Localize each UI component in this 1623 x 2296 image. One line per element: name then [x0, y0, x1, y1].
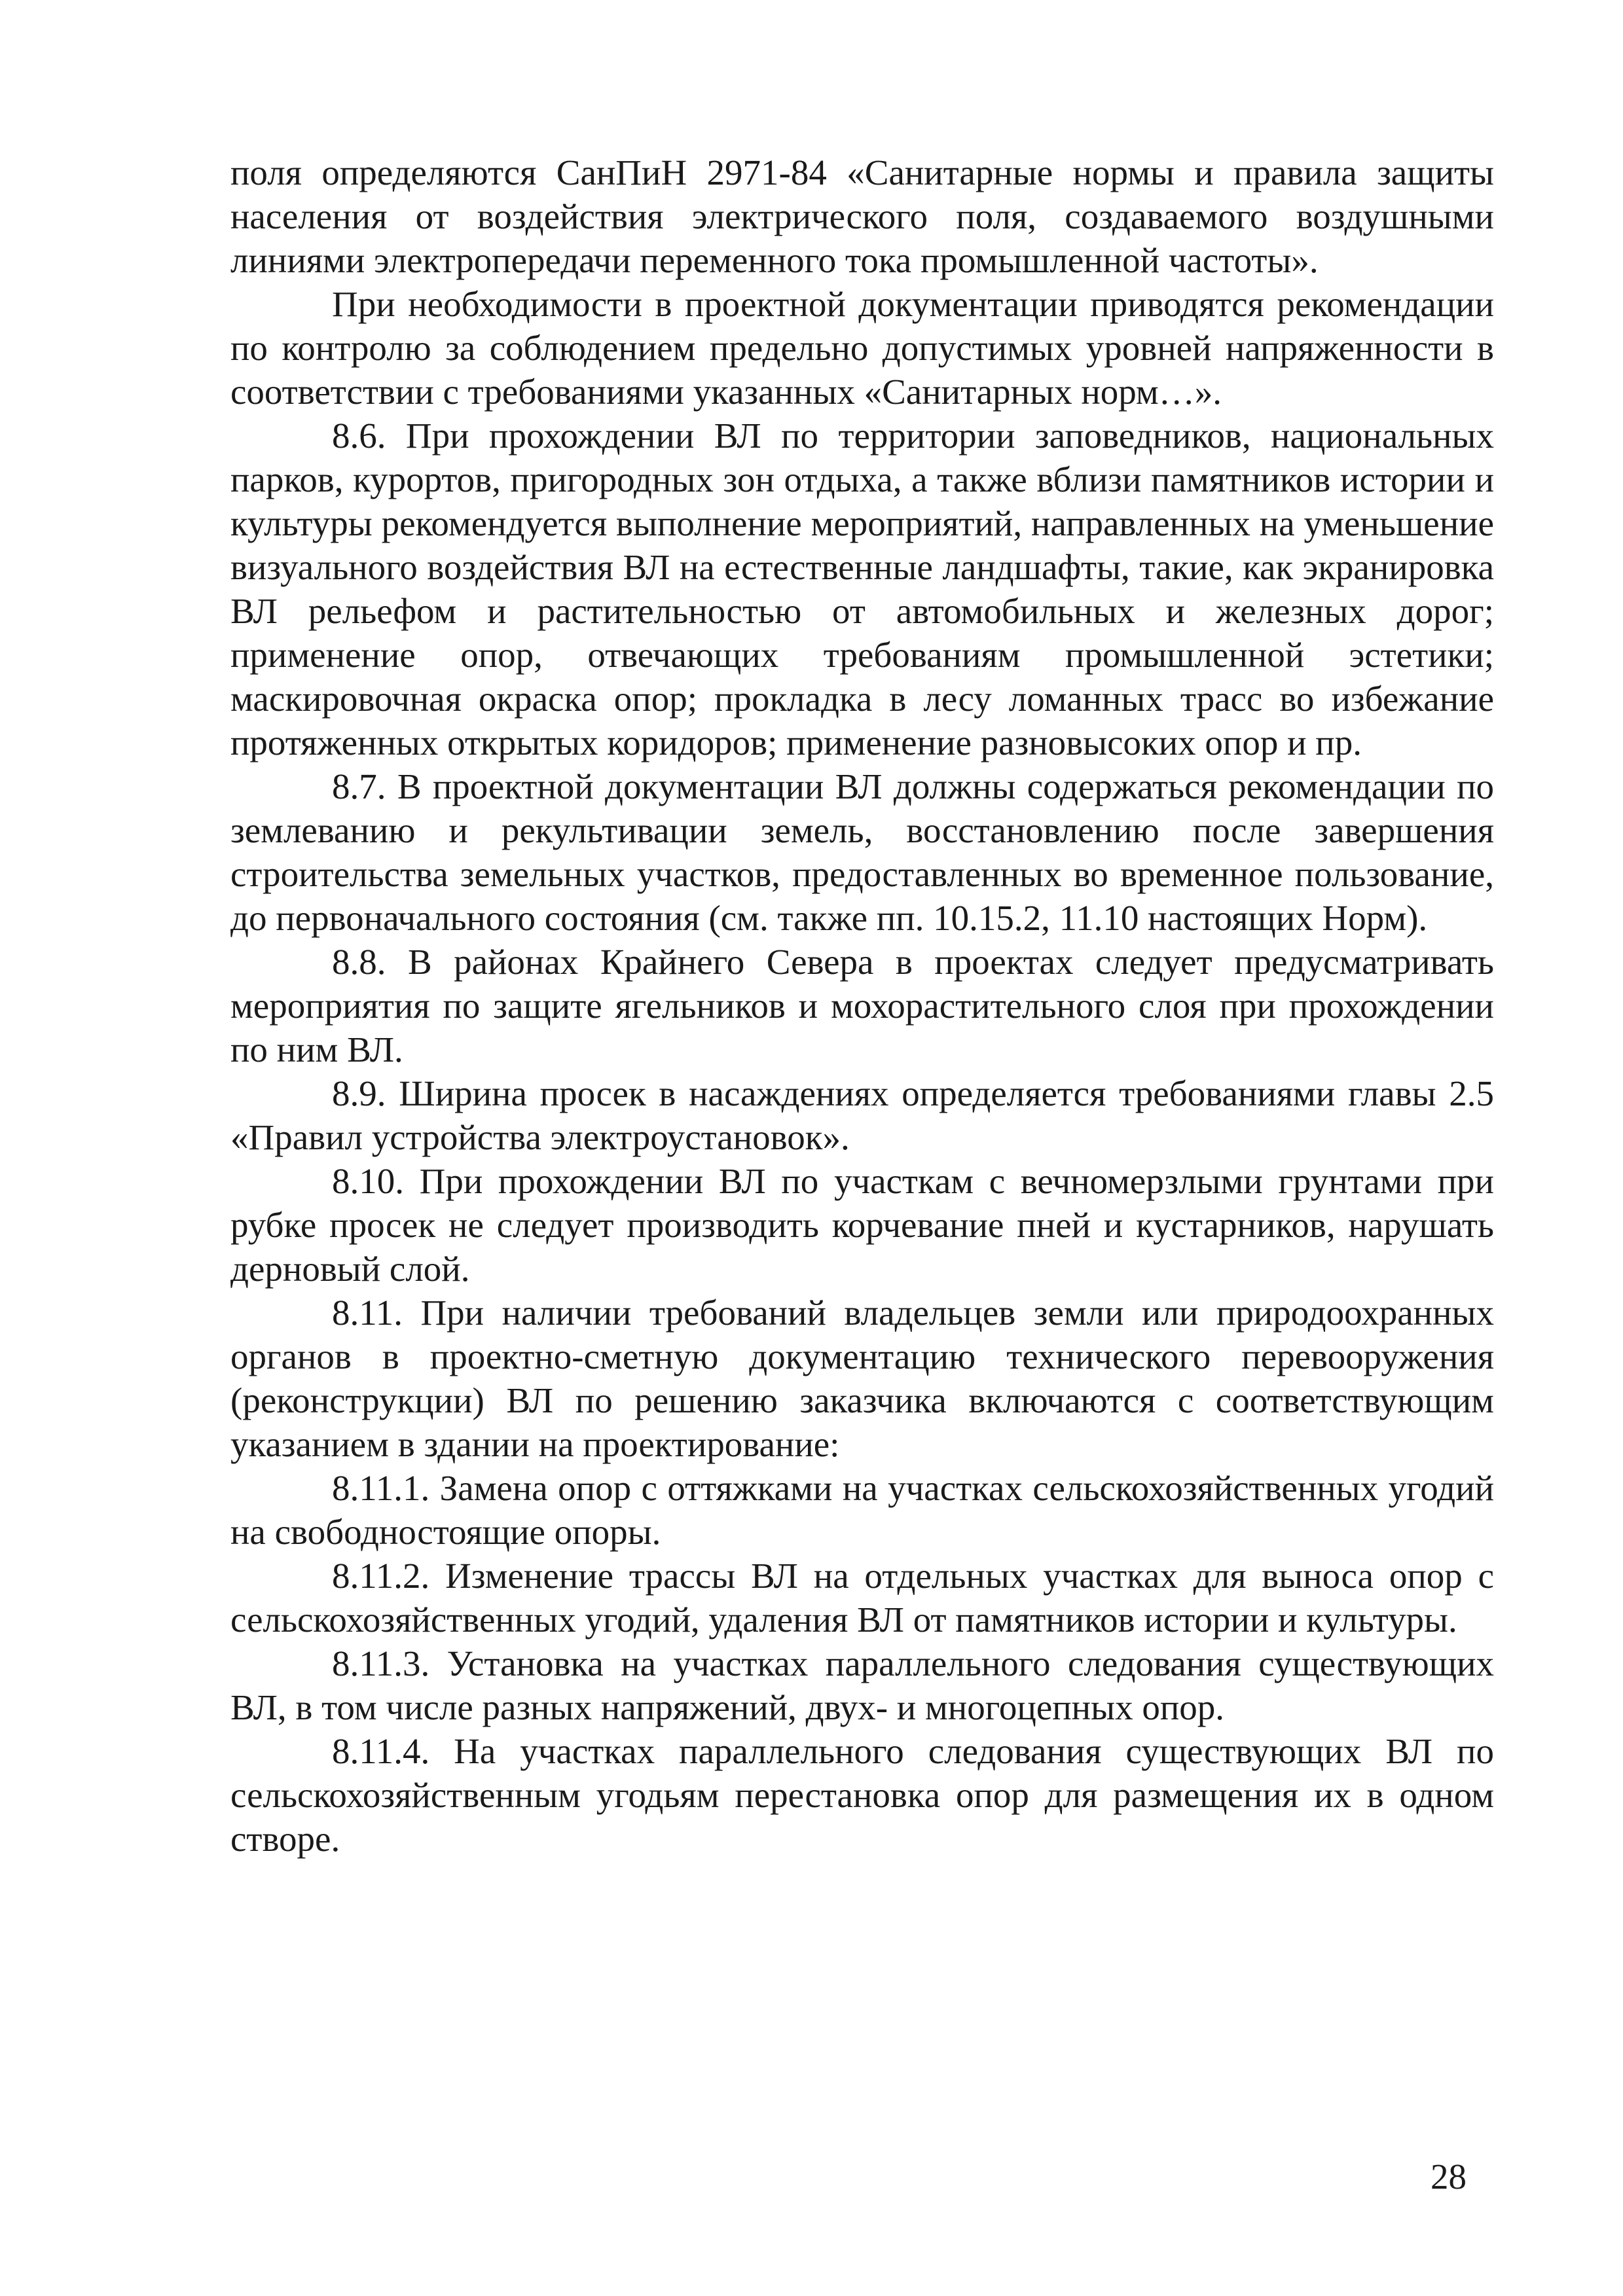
document-body	[230, 151, 1494, 1861]
paragraph-8-8: 8.8. В районах Крайнего Севера в проектах следует предусматривать мероприятия по защите ягельников и мохорастительного слоя при прохождении по ним ВЛ.	[230, 942, 1494, 1069]
paragraph-sanpin-continuation: поля определяются СанПиН 2971-84 «Санитарные нормы и правила защиты населения от воздействия электрического поля, создаваемого воздушными линиями электропередачи переменного тока промышленной частоты».	[230, 152, 1494, 280]
paragraph-8-7: 8.7. В проектной документации ВЛ должны содержаться рекомендации по землеванию и рекультивации земель, восстановлению после завершения строительства земельных участков, предоставленных во временное пользование, до первоначального состояния (см. также пп. 10.15.2, 11.10 настоящих Норм).	[230, 766, 1494, 938]
paragraph-8-6: 8.6. При прохождении ВЛ по территории заповедников, национальных парков, курортов, пригородных зон отдыха, а также вблизи памятников истории и культуры рекомендуется выполнение мероприятий, направленных на уменьшение визуального воздействия ВЛ на естественные ландшафты, такие, как экранировка ВЛ рельефом и растительностью от автомобильных и железных дорог; применение опор, отвечающих требованиям промышленной эстетики; маскировочная окраска опор; прокладка в лесу ломанных трасс во избежание протяженных открытых коридоров; применение разновысоких опор и пр.	[230, 416, 1494, 762]
paragraph-8-11: 8.11. При наличии требований владельцев земли или природоохранных органов в проектно-сметную документацию технического перевооружения (реконструкции) ВЛ по решению заказчика включаются с соответствующим указанием в здании на проектирование:	[230, 1293, 1494, 1464]
paragraph-8-11-3: 8.11.3. Установка на участках параллельного следования существующих ВЛ, в том числе разных напряжений, двух- и многоцепных опор.	[230, 1643, 1494, 1727]
paragraph-8-11-2: 8.11.2. Изменение трассы ВЛ на отдельных участках для выноса опор с сельскохозяйственных угодий, удаления ВЛ от памятников истории и культуры.	[230, 1556, 1494, 1640]
paragraph-8-10: 8.10. При прохождении ВЛ по участкам с вечномерзлыми грунтами при рубке просек не следует производить корчевание пней и кустарников, нарушать дерновый слой.	[230, 1161, 1494, 1289]
paragraph-recommendations: При необходимости в проектной документации приводятся рекомендации по контролю за соблюдением предельно допустимых уровней напряженности в соответствии с требованиями указанных «Санитарных норм…».	[230, 284, 1494, 412]
paragraph-8-9: 8.9. Ширина просек в насаждениях определяется требованиями главы 2.5 «Правил устройства электроустановок».	[230, 1073, 1494, 1157]
paragraph-8-11-4: 8.11.4. На участках параллельного следования существующих ВЛ по сельскохозяйственным угодьям перестановка опор для размещения их в одном створе.	[230, 1731, 1494, 1859]
page-number: 28	[1431, 2157, 1467, 2197]
paragraph-8-11-1: 8.11.1. Замена опор с оттяжками на участках сельскохозяйственных угодий на свободностоящие опоры.	[230, 1468, 1494, 1552]
